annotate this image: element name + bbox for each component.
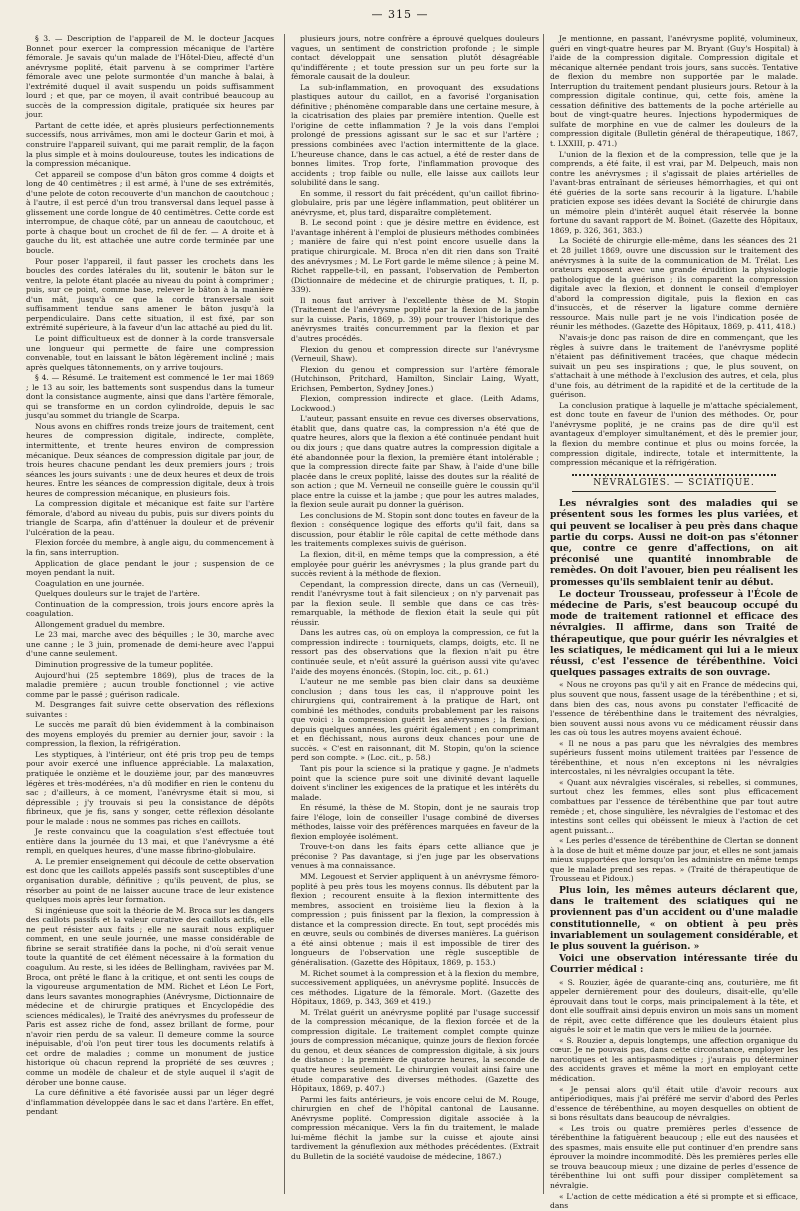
paragraph: Le succès me paraît dû bien évidemment à la combinaison des moyens employés du premier au dernier jour, savoir : la compression, la flexion, la réfrigération. xyxy=(26,720,274,749)
paragraph: En somme, il ressort du fait précédent, qu'un caillot fibrino-globulaire, pris par une légère inflammation, peut oblitérer un anévrysme, et, plus tard, disparaître complètement. xyxy=(291,188,539,217)
paragraph: Il nous faut arriver à l'excellente thèse de M. Stopin (Traitement de l'anévrysme poplité par la flexion de la jambe sur la cuisse. Paris, 1869, p. 39) pour trouver l'historique des anévrysmes traités concurremment par la flexion et par d'autres procédés. xyxy=(291,295,539,343)
paragraph: M. Richet soumet à la compression et à la flexion du membre, successivement appliquées, un anévrysme poplité. Insuccès de ces méthodes. Ligature de la fémorale. Mort. (Gazette des Hôpitaux, 1869, p. 343, 369 et 419.) xyxy=(291,968,539,1007)
paragraph: Pour poser l'appareil, il faut passer les crochets dans les boucles des cordes latérales du lit, soutenir le bâton sur le ventre, la pelote étant placée au niveau du point à comprimer ; puis, sur ce point, comme base, relever le bâton à la manière d'un mât, jusqu'à ce que la corde transversale soit suffisamment tendue sans amener le bâton jusqu'à la perpendiculaire. Dans cette situation, il est fixé, par son extrémité supérieure, à la faveur d'un lac attaché au pied du lit. xyxy=(26,256,274,333)
paragraph: Dans les autres cas, où on employa la compression, ce fut la compression indirecte : tourniquets, clamps, doigts, etc. Il ne ressort pas des observations que la flexion n'ait pu être continuée seule, et n'eût assuré la guérison aussi vite qu'avec l'aide des moyens énoncés. (Stopin, loc. cit., p. 61.) xyxy=(291,628,539,676)
paragraph: La conclusion pratique à laquelle je m'attache spécialement, est donc toute en faveur de l'union des méthodes. Or, pour l'anévrysme poplité, je ne crains pas de dire qu'il est avantageux d'employer simultanément, et dès le premier jour, la flexion du membre continue et plus ou moins forcée, la compression digitale, indirecte, totale et intermittente, la compression mécanique et la réfrigération. xyxy=(550,400,798,468)
paragraph: Flexion, compression indirecte et glace. (Leith Adams, Lockwood.) xyxy=(291,394,539,413)
paragraph: Allongement graduel du membre. xyxy=(35,619,165,629)
column-3-lead-2 xyxy=(550,885,798,976)
column-3-lead xyxy=(550,498,798,678)
paragraph: « Les trois ou quatre premières perles d'essence de térébenthine la fatiguèrent beaucoup ; elle eut des nausées et des spasmes, mais ensuite elle put continuer d'en prendre sans éprouver la moindre incommodité. Dès les premières perles elle se trouva beaucoup mieux ; une dizaine de perles d'essence de térébenthine lui ont suffi pour dissiper complètement sa névralgie. xyxy=(550,1123,798,1190)
paragraph: Aujourd'hui (25 septembre 1869), plus de traces de la maladie première ; aucun trouble fonctionnel ; vie active comme par le passé ; guérison radicale. xyxy=(26,670,274,699)
paragraph: Les névralgies sont des maladies qui se présentent sous les formes les plus variées, et qui peuvent se localiser à peu près dans chaque partie du corps. Aussi ne doit-on pas s'étonner que, contre ce genre d'affections, on ait préconisé une quantité innombrable de remèdes. On doit l'avouer, bien peu réalisent les promesses qu'ils semblaient tenir au début. xyxy=(550,498,798,588)
column-2 xyxy=(284,34,539,1194)
paragraph: Cet appareil se compose d'un bâton gros comme 4 doigts et long de 40 centimètres ; il est armé, à l'une de ses extrémités, d'une pelote de coton recouverte d'un manchon de caoutchouc ; à l'autre, il est percé d'un trou transversal dans lequel passe à glissement une corde longue de 40 centimètres. Cette corde est interrompue, de chaque côté, par un anneau de caoutchouc, et porte à chaque bout un crochet de fil de fer. — A droite et à gauche du lit, est attachée une autre corde terminée par une boucle. xyxy=(26,169,274,256)
paragraph: La cure définitive a été favorisée aussi par un léger degré d'inflammation développée dans le sac et dans l'artère. En effet, pendant xyxy=(26,1088,274,1117)
paragraph: « Il ne nous a pas paru que les névralgies des membres supérieurs fussent moins utilement traitées par l'essence de térébenthine, et nous n'en exceptons ni les névralgies intercostales, ni les névralgies occupant la tête. xyxy=(550,738,798,777)
paragraph: Diminution progressive de la tumeur poplitée. xyxy=(35,660,214,669)
paragraph: MM. Legouest et Servier appliquent à un anévrysme fémoro-poplité à peu près tous les moyens connus. Ils débutent par la flexion ; recourent ensuite à la flexion intermittente des membres, associent en troisième lieu la flexion à la compression ; puis finissent par la flexion, la compression à distance et la compression directe. En tout, sept procédés mis en œuvre, seuls ou combinés de diverses manières. La guérison a été ainsi obtenue ; mais il est impossible de tirer des longueurs de l'observation une règle susceptible de généralisation. (Gazette des Hôpitaux, 1869, p. 153.) xyxy=(291,872,539,967)
paragraph: plusieurs jours, notre confrère a éprouvé quelques douleurs vagues, un sentiment de constriction profonde ; le simple contact développait une sensation plutôt désagréable qu'indifférente ; et toute pression sur un peu forte sur la fémorale causait de la douleur. xyxy=(291,34,539,82)
paragraph: « Je pensai alors qu'il était utile d'avoir recours aux antipériodiques, mais j'ai préféré me servir d'abord des Perles d'essence de térébenthine, au moyen desquelles on obtient de si bons résultats dans beaucoup de névralgies. xyxy=(550,1084,798,1123)
paragraph: L'union de la flexion et de la compression, telle que je la comprends, a été faite, il est vrai, par M. Delpeuch, mais non contre les anévrysmes ; il s'agissait de plaies artérielles de l'avant-bras entraînant de sérieuses hémorrhagies, et qui ont été guéries de la sorte sans recourir à la ligature. L'habile praticien expose ses idées devant la Société de chirurgie dans un mémoire plein d'intérêt auquel était réservée la bonne fortune du savant rapport de M. Boinet. (Gazette des Hôpitaux, 1869, p. 326, 361, 383.) xyxy=(550,149,798,235)
page-number: — 315 — xyxy=(371,8,429,21)
paragraph: Le 23 mai, marche avec des béquilles ; le 30, marche avec une canne ; le 3 juin, promenade de demi-heure avec l'appui d'une canne seulement. xyxy=(26,630,274,659)
paragraph: « Nous ne croyons pas qu'il y ait en France de médecins qui, plus souvent que nous, fassent usage de la térébenthine ; et si, dans bien des cas, nous avons pu constater l'efficacité de l'essence de térébenthine dans le traitement des névralgies, bien souvent aussi nous avons vu ce médicament réussir dans les cas où tous les autres moyens avaient échoué. xyxy=(550,680,798,738)
paragraph: La flexion, dit-il, en même temps que la compression, a été employée pour guérir les anévrysmes ; la plus grande part du succès revient à la méthode de flexion. xyxy=(291,549,539,579)
paragraph: L'auteur ne me semble pas bien clair dans sa deuxième conclusion ; dans tous les cas, il n'approuve point les chirurgiens qui, contrairement à la pratique de Hart, ont combiné les méthodes, conduits probablement par les raisons que voici : la compression guérit les anévrysmes ; la flexion, depuis quelques années, les guérit également ; en comprimant et en fléchissant, nous aurons deux chances pour une de succès. « C'est en raisonnant, dit M. Stopin, qu'on la science perd son compte. » (Loc. cit., p. 58.) xyxy=(291,677,539,763)
paragraph: Partant de cette idée, et après plusieurs perfectionnements successifs, nous arrivâmes, mon ami le docteur Garin et moi, à construire l'appareil suivant, qui me parait remplir, de la façon la plus simple et à moins douloureuse, toutes les indications de la compression mécanique. xyxy=(26,120,274,169)
paragraph: « L'action de cette médication a été si prompte et si efficace, dans xyxy=(550,1191,798,1211)
column-3-observation xyxy=(550,978,798,1211)
paragraph: Flexion forcée du membre, à angle aigu, du commencement à la fin, sans interruption. xyxy=(26,538,274,557)
section-title: NÉVRALGIES. — SCIATIQUE. xyxy=(593,477,755,488)
paragraph: Trouve-t-on dans les faits épars cette alliance que je préconise ? Pas davantage, si j'en juge par les observations venues à ma connaissance. xyxy=(291,842,539,871)
column-3-article-end xyxy=(550,34,798,468)
paragraph: Flexion du genou et compression directe sur l'anévrysme (Verneuil, Shaw). xyxy=(291,344,539,364)
paragraph: La Société de chirurgie elle-même, dans les séances des 21 et 28 juillet 1869, ouvre une discussion sur le traitement des anévrysmes à la suite de la communication de M. Trélat. Les orateurs exposent avec une grande érudition la physiologie pathologique de la guérison ; ils comparent la compression digitale avec la flexion, et donnent le conseil d'employer d'abord la compression digitale, puis la flexion en cas d'insuccès, et de réserver la ligature comme dernière ressource. Mais nulle part je ne vois l'indication posée de réunir les méthodes. (Gazette des Hôpitaux, 1869, p. 411, 418.) xyxy=(550,236,798,332)
paragraph: Je reste convaincu que la coagulation s'est effectuée tout entière dans la journée du 13 mai, et que l'anévrysme a été rempli, en quelques heures, d'une masse fibrino-globulaire. xyxy=(26,827,274,856)
paragraph: Quelques douleurs sur le trajet de l'artère. xyxy=(35,589,200,599)
paragraph: « S. Rouzier a, depuis longtemps, une affection organique du cœur. Je ne pouvais pas, dans cette circonstance, employer les narcotiques et les antispasmodiques ; j'aurais pu déterminer des accidents graves et même la mort en employant cette médication. xyxy=(550,1035,798,1083)
paragraph: Je mentionne, en passant, l'anévrysme poplité, volumineux, guéri en vingt-quatre heures par M. Bryant (Guy's Hospital) à l'aide de la compression digitale. Compression digitale et mécanique alternée pendant trois jours, sans succès. Tentative de flexion du membre non supportée par le malade. Interruption du traitement pendant plusieurs jours. Retour à la compression digitale continue, qui, cette fois, amène la cessation définitive des battements de la poche artérielle au bout de vingt-quatre heures. Injections hypodermiques de sulfate de morphine en vue de calmer les douleurs de la compression digitale (Bulletin général de thérapeutique, 1867, t. LXXIII, p. 471.) xyxy=(550,34,798,149)
paragraph: Si ingénieuse que soit la théorie de M. Broca sur les dangers des caillots passifs et la valeur curative des caillots actifs, elle ne peut résister aux faits ; elle ne saurait nous expliquer comment, en une seule journée, une masse considérable de fibrine se serait stratifiée dans la poche, ni d'où serait venue toute la quantité de cet élément nécessaire à la formation du coagulum. Au reste, si les idées de Bellingham, ravivées par M. Broca, ont prêté le flanc à la critique, et ont senti les coups de la vigoureuse argumentation de MM. Richet et Léon Le Fort, dans leurs savantes monographies (Anévrysme, Dictionnaire de médecine et de chirurgie pratiques et Encyclopédie des sciences médicales), le Traité des anévrysmes du professeur de Paris est assez riche de fond, assez brillant de forme, pour n'avoir rien perdu de sa valeur. Il demeure comme la source inépuisable, d'où l'on peut tirer tous les documents relatifs à cet ordre de maladies ; comme un monument de justice historique où chacun reprend la propriété de ses œuvres ; comme un modèle de chaleur et de style auquel il s'agit de dérober une bonne cause. xyxy=(26,905,274,1087)
column-3 xyxy=(543,34,798,1211)
section-header xyxy=(550,474,798,493)
paragraph: Continuation de la compression, trois jours encore après la coagulation. xyxy=(26,599,274,619)
paragraph: La compression digitale et mécanique est faite sur l'artère fémorale, d'abord au niveau du pubis, puis sur divers points du triangle de Scarpa, afin d'atténuer la douleur et de prévenir l'ulcération de la peau. xyxy=(26,499,274,537)
paragraph: Parmi les faits antérieurs, je vois encore celui de M. Rouge, chirurgien en chef de l'hôpital cantonal de Lausanne. Anévrysme poplité. Compression digitale associée à la compression mécanique. Vers la fin du traitement, le malade lui-même fléchit la jambe sur la cuisse et ajoute ainsi tardivement la génuflexion aux méthodes précédentes. (Extrait du Bulletin de la société vaudoise de médecine, 1867.) xyxy=(291,1094,539,1161)
paragraph: La sub-inflammation, en provoquant des exsudations plastiques autour du caillot, en a favorisé l'organisation définitive ; phénomène comparable dans une certaine mesure, à la cicatrisation des plaies par première intention. Quelle est l'origine de cette inflammation ? Je la vois dans l'emploi prolongé de pressions agissant sur le sac et sur l'artère ; pressions combinées avec l'action intermittente de la glace. L'heureuse chance, dans le cas actuel, a été de rester dans de bonnes limites. Trop forte, l'inflammation provoque des accidents ; trop faible ou nulle, elle laisse aux caillots leur solubilité dans le sang. xyxy=(291,82,539,188)
paragraph: § 4. — Résumé. Le traitement est commencé le 1er mai 1869 ; le 13 au soir, les battements sont suspendus dans la tumeur dont la consistance augmente, ainsi que dans l'artère fémorale, qui se transforme en un cordon cylindroïde, depuis le sac jusqu'au sommet du triangle de Scarpa. xyxy=(26,373,274,421)
paragraph: M. Desgranges fait suivre cette observation des réflexions suivantes : xyxy=(26,700,274,719)
paragraph: M. Trélat guérit un anévrysme poplité par l'usage successif de la compression mécanique, de la flexion forcée et de la compression digitale. Le traitement complet compte quinze jours de compression mécanique, quinze jours de flexion forcée du genou, et deux séances de compression digitale, à six jours de distance : la première de quatorze heures, la seconde de quatre heures seulement. Le chirurgien voulait ainsi faire une étude comparative des diverses méthodes. (Gazette des Hôpitaux, 1869, p. 407.) xyxy=(291,1007,539,1094)
paragraph: Nous avons en chiffres ronds treize jours de traitement, cent heures de compression digitale, indirecte, complète, intermittente, et trente heures environ de compression mécanique. Deux séances de compression digitale par jour, de trois heures chacune pendant les deux premiers jours ; trois séances les jours suivants : une de deux heures et deux de trois heures. Entre les séances de compression digitale, deux à trois heures de compression mécanique, en plusieurs fois. xyxy=(26,421,274,498)
paragraph: Cependant, la compression directe, dans un cas (Verneuil), rendit l'anévrysme tout à fait silencieux ; on n'y parvenait pas par la flexion seule. Il semble que dans ce cas très-remarquable, la méthode de flexion était la seule qui pût réussir. xyxy=(291,579,539,627)
paragraph: Flexion du genou et compression sur l'artère fémorale (Hutchinson, Pritchard, Hamilton, Sinclair Laing, Wyatt, Erichsen, Pemberton, Sydney Jones.) xyxy=(291,364,539,393)
paragraph: Plus loin, les mêmes auteurs déclarent que, dans le traitement des sciatiques qui ne proviennent pas d'un accident ou d'une maladie constitutionnelle, « on obtient à peu près invariablement un soulagement considérable, et le plus souvent la guérison. » xyxy=(550,884,798,952)
paragraph: Tant pis pour la science si la pratique y gagne. Je n'admets point que la science pure soit une divinité devant laquelle doivent s'incliner les exigences de la pratique et les intérêts du malade. xyxy=(291,764,539,802)
paragraph: Le point difficultueux est de donner à la corde transversale une longueur qui permette de faire une compression convenable, tout en laissant le bâton légèrement incliné ; mais après quelques tâtonnements, on y arrive toujours. xyxy=(26,333,274,372)
column-3-quotes xyxy=(550,680,798,883)
paragraph: « S. Rouzier, âgée de quarante-cinq ans, couturière, me fit appeler dernièrement pour des douleurs, disait-elle, qu'elle éprouvait dans tout le corps, mais principalement à la tête, et dont elle souffrait ainsi depuis environ un mois sans un moment de répit, avec cette différence que les douleurs étaient plus aiguës le soir et le matin que vers le milieu de la journée. xyxy=(550,977,798,1035)
paragraph: « Les perles d'essence de térébenthine de Clertan se donnent à la dose de huit et même douze par jour, et elles ne sont jamais mieux supportées que lorsqu'on les administre en même temps que le malade prend ses repas. » (Traité de thérapeutique de Trousseau et Pidoux.) xyxy=(550,836,798,884)
paragraph: Les styptiques, à l'intérieur, ont été pris trop peu de temps pour avoir exercé une influence appréciable. La malaxation, pratiquée le onzième et le douzième jour, par des manœuvres légères et très-modérées, n'a dû modifier en rien le contenu du sac ; d'ailleurs, à ce moment, l'anévrysme était si mou, si dépressible ; j'y trouvais si peu la consistance de dépôts fibrineux, que je fis, sans y songer, cette réflexion désolante pour le malade : nous ne sommes pas riches en caillots. xyxy=(26,749,274,826)
paragraph: A. Le premier enseignement qui découle de cette observation est donc que les caillots appelés passifs sont susceptibles d'une organisation durable, définitive ; qu'ils peuvent, de plus, se résorber au point de ne laisser aucune trace de leur existence quelques mois après leur formation. xyxy=(26,856,274,905)
paragraph: Application de glace pendant le jour ; suspension de ce moyen pendant la nuit. xyxy=(26,558,274,578)
column-1 xyxy=(26,34,274,1194)
paragraph: « Quant aux névralgies viscérales, si rebelles, si communes, surtout chez les femmes, elles sont plus efficacement combattues par l'essence de térébenthine que par tout autre remède ; et, chose singulière, les névralgies de l'estomac et des intestins sont celles qui obéissent le mieux à l'action de cet agent puissant... xyxy=(550,777,798,835)
paragraph: Voici une observation intéressante tirée du Courrier médical : xyxy=(550,953,798,976)
paragraph: Coagulation en une journée. xyxy=(35,578,145,588)
paragraph: En résumé, la thèse de M. Stopin, dont je ne saurais trop faire l'éloge, loin de conseiller l'usage combiné de diverses méthodes, laisse voir des préférences marquées en faveur de la flexion employée isolément. xyxy=(291,803,539,841)
paragraph: Le docteur Trousseau, professeur à l'École de médecine de Paris, s'est beaucoup occupé du mode de traitement rationnel et efficace des névralgies. Il affirme, dans son Traité de thérapeutique, que pour guérir les névralgies et les sciatiques, le médicament qui lui a le mieux réussi, c'est l'essence de térébenthine. Voici quelques passages extraits de son ouvrage. xyxy=(550,588,798,679)
section-rule xyxy=(572,491,776,492)
ornamental-rule xyxy=(572,474,776,476)
paragraph: § 3. — Description de l'appareil de M. le docteur Jacques Bonnet pour exercer la compression mécanique de l'artère fémorale. Je savais qu'un malade de l'Hôtel-Dieu, affecté d'un anévrysme poplité, était parvenu à se comprimer l'artère fémorale avec une pelote surmontée d'un manche à balai, à l'extrémité duquel il avait suspendu un poids suffisamment lourd ; et que, par ce moyen, il avait contribué beaucoup au succès de la compression digitale, pratiquée six heures par jour. xyxy=(26,34,274,120)
paragraph: B. Le second point : que je désire mettre en évidence, est l'avantage inhérent à l'emploi de plusieurs méthodes combinées ; manière de faire qui n'est point encore usuelle dans la pratique chirurgicale. M. Broca n'en dit rien dans son Traité des anévrysmes ; M. Le Fort garde le même silence ; à peine M. Richet rappelle-t-il, en passant, l'observation de Pemberton (Dictionnaire de médecine et de chirurgie pratiques, t. II, p. 339). xyxy=(291,218,539,295)
paragraph: Les conclusions de M. Stopin sont donc toutes en faveur de la flexion : conséquence logique des efforts qu'il fait, dans sa discussion, pour établir le rôle capital de cette méthode dans les traitements complexes suivis de guérison. xyxy=(291,510,539,549)
paragraph: N'avais-je donc pas raison de dire en commençant, que les règles à suivre dans le traitement de l'anévrysme poplité n'étaient pas définitivement tracées, que chaque médecin suivait un peu ses inspirations ; que, le plus souvent, on s'attachait à une méthode à l'exclusion des autres, et cela, plus d'une fois, au détriment de la rapidité et de la certitude de la guérison. xyxy=(550,332,798,400)
paragraph: L'auteur, passant ensuite en revue ces diverses observations, établit que, dans quatre cas, la compression n'a été que de quatre heures, alors que la flexion a été continuée pendant huit ou dix jours ; que dans quatre autres la compression digitale a été abandonnée pour la flexion, la première étant intolérable ; que la compression directe faite par Shaw, à l'aide d'une bille placée dans le creux poplité, laisse des doutes sur la réalité de son action ; que M. Verneuil ne conseille guère le coussin qu'il place entre la cuisse et la jambe ; que pour les autres malades, la flexion seule aurait pu donner la guérison. xyxy=(291,414,539,510)
